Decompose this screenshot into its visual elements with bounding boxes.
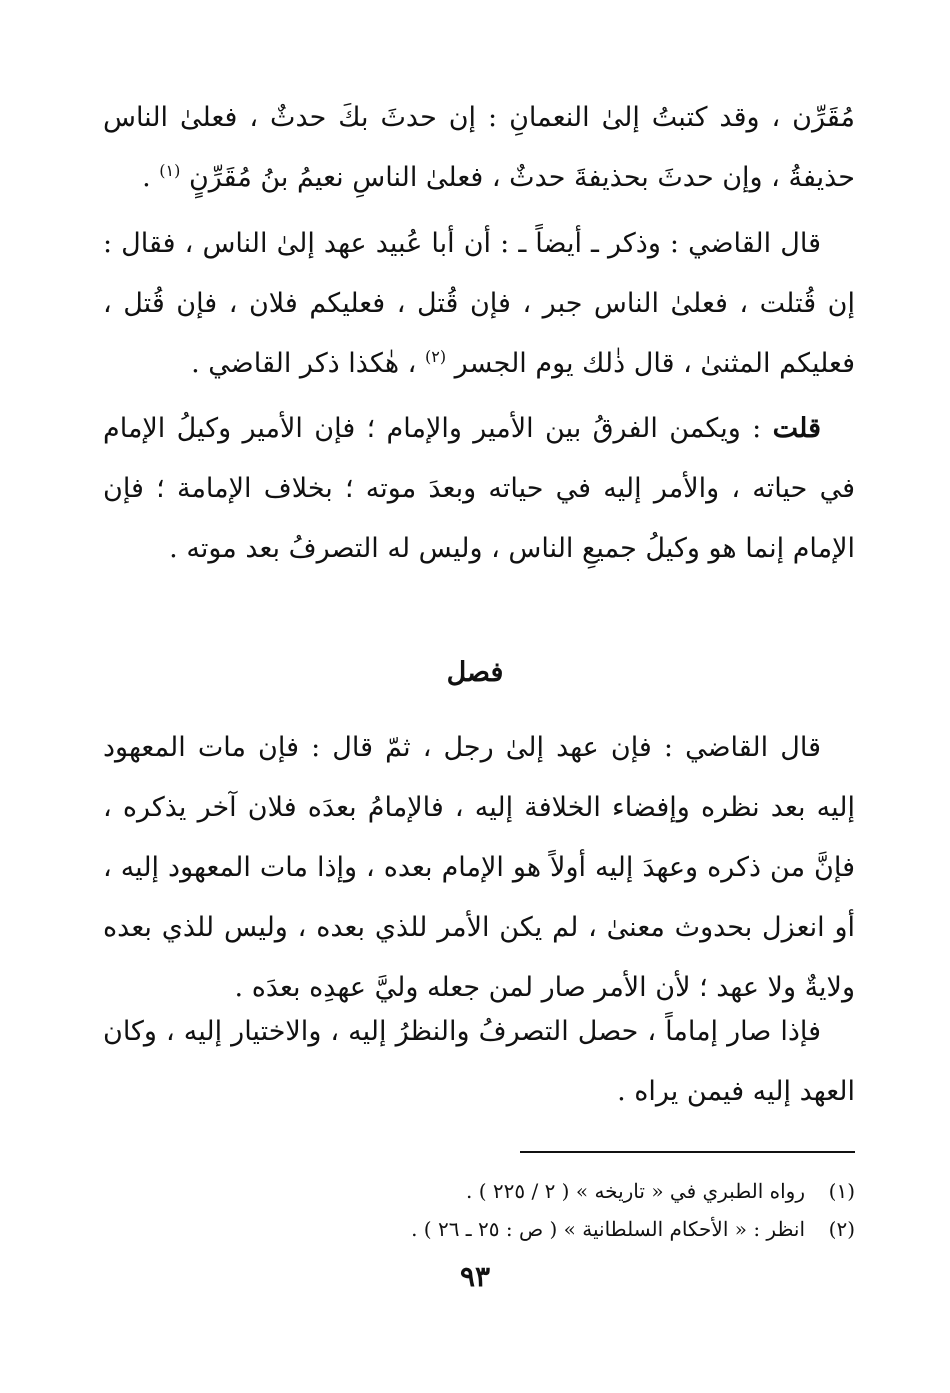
- footnote-1-text: رواه الطبري في « تاريخه » ( ٢ / ٢٢٥ ) .: [466, 1179, 805, 1203]
- section-heading: فصل: [446, 657, 504, 688]
- section-paragraph-2-text: فإذا صار إماماً ، حصل التصرفُ والنظرُ إليه ، والاختيار إليه ، وكان العهد إليه فيمن يراه .: [103, 1016, 855, 1107]
- paragraph-2: [103, 214, 855, 394]
- section-paragraph-1: [103, 718, 855, 1018]
- paragraph-1-text: [103, 88, 855, 208]
- paragraph-3: [103, 399, 855, 579]
- footnote-2-text: انظر : « الأحكام السلطانية » ( ص : ٢٥ ـ ٢٦ ) .: [411, 1217, 805, 1241]
- paragraph-2-text: [103, 214, 855, 394]
- footnotes: [103, 1172, 855, 1248]
- footnote-1: [103, 1172, 855, 1210]
- paragraph-1: [103, 88, 855, 208]
- footnote-divider: [520, 1151, 855, 1153]
- paragraph-2-body: قال القاضي : وذكر ـ أيضاً ـ : أن أبا عُبيد عهد إلىٰ الناس ، فقال : إن قُتلت ، فعلىٰ الناس جبر ، فإن قُتل ، فعليكم فلان ، فإن قُتل ، فعليكم المثنىٰ ، قال ذٰلك يوم الجسر: [103, 228, 855, 379]
- footnote-marker-1: (١): [159, 161, 181, 180]
- paragraph-3-text: [103, 399, 855, 579]
- paragraph-2-tail: ، هٰكذا ذكر القاضي .: [191, 348, 425, 379]
- section-paragraph-1-text: قال القاضي : فإن عهد إلىٰ رجل ، ثمّ قال : فإن مات المعهود إليه بعد نظره وإفضاء الخلافة إليه ، فالإمامُ بعدَه فلان آخر يذكره ، فإنَّ من ذكره وعهدَ إليه أولاً هو الإمام بعده ، وإذا مات المعهود إليه ، أو انعزل بحدوث معنىٰ ، لم يكن الأمر للذي بعده ، وليس للذي بعده ولايةٌ ولا عهد ؛ لأن الأمر صار لمن جعله وليَّ عهدِه بعدَه .: [103, 732, 855, 1003]
- footnote-1-number: (١): [828, 1179, 855, 1203]
- footnote-marker-2: (٢): [424, 347, 447, 366]
- paragraph-3-body: : ويكمن الفرقُ بين الأمير والإمام ؛ فإن الأمير وكيلُ الإمام في حياته ، والأمر إليه في حياته وبعدَ موته ؛ بخلاف الإمامة ؛ فإن الإمام إنما هو وكيلُ جميعِ الناس ، وليس له التصرفُ بعد موته .: [103, 413, 855, 564]
- page-number: ٩٣: [459, 1260, 491, 1293]
- paragraph-1-body: مُقَرِّن ، وقد كتبتُ إلىٰ النعمانِ : إن حدثَ بكَ حدثٌ ، فعلىٰ الناس حذيفةُ ، وإن حدثَ بحذيفةَ حدثٌ ، فعلىٰ الناسِ نعيمُ بنُ مُقَرِّنٍ: [103, 102, 855, 193]
- paragraph-3-lead: قلت: [772, 413, 821, 444]
- section-paragraph-2: [103, 1002, 855, 1122]
- footnote-2-number: (٢): [828, 1217, 855, 1241]
- footnote-2: [103, 1210, 855, 1248]
- paragraph-1-tail: .: [142, 162, 160, 193]
